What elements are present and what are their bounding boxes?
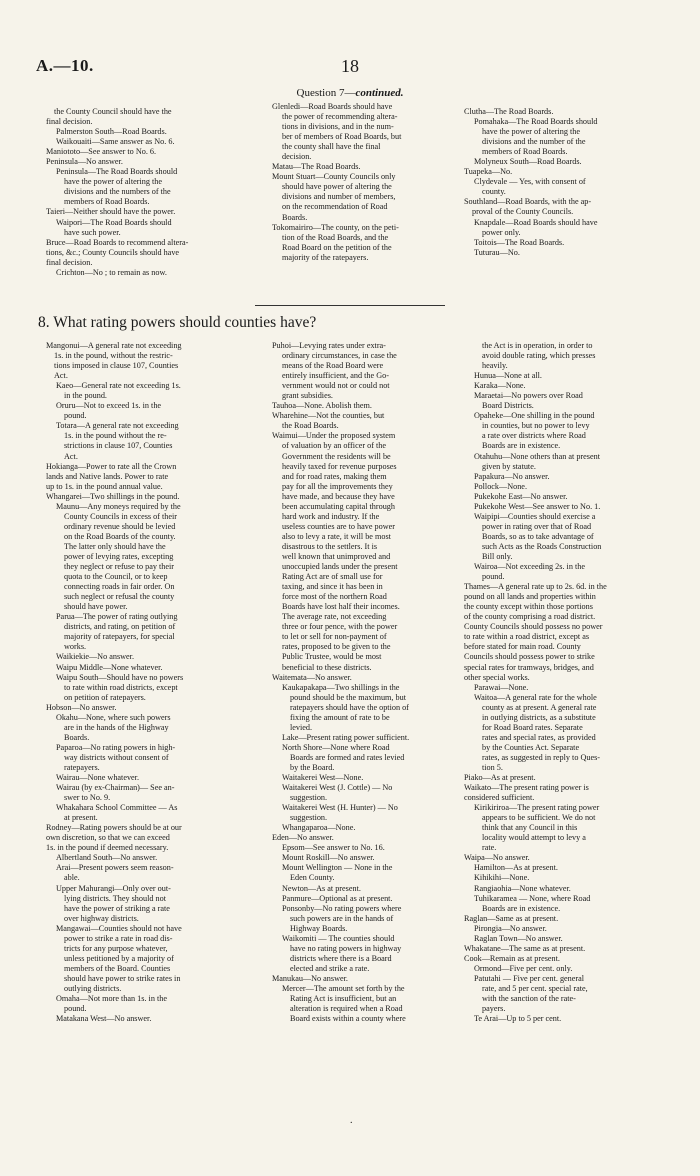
text-line: been accumulating capital through [282, 501, 395, 511]
text-line: Mercer—The amount set forth by the [282, 984, 405, 993]
text-line: at present. [64, 813, 98, 823]
text-line: Kihikihi—None. [474, 873, 530, 883]
text-line: Pomahaka—The Road Boards should [474, 117, 598, 127]
text-line: Tuturau—No. [474, 247, 520, 257]
text-line: rate, and 5 per cent. special rate, [482, 984, 588, 993]
text-line: up to 1s. in the pound annual value. [46, 481, 163, 491]
text-line: Albertland South—No answer. [56, 853, 158, 863]
text-line: divisions and number of members, [282, 192, 396, 202]
text-line: payers. [482, 1004, 506, 1014]
text-line: final decision. [46, 257, 93, 267]
text-line: by the Counties Act. Separate [482, 742, 580, 752]
question-8-heading: 8. What rating powers should counties have? [38, 314, 317, 331]
text-line: Wharehine—Not the counties, but [272, 411, 385, 421]
text-line: final decision. [46, 117, 93, 127]
text-line: Rodney—Rating powers should be at our [46, 823, 182, 833]
text-line: have the power of striking a rate [64, 903, 170, 913]
text-line: Oruru—Not to exceed 1s. in the [56, 401, 162, 411]
text-line: ordinary revenue should be levied [64, 521, 176, 531]
text-line: should have power to strike rates in [64, 973, 181, 983]
text-line: Waikomiti — The counties should [282, 933, 395, 943]
text-line: tions in divisions, and in the num- [282, 122, 394, 132]
text-line: members of Road Boards. [64, 197, 150, 207]
text-line: such Acts as the Roads Construction [482, 541, 602, 551]
text-line: divisions and the number of the [482, 137, 586, 147]
text-line: Act. [64, 451, 78, 461]
text-line: Clydevale — Yes, with consent of [474, 177, 586, 187]
text-line: Southland—Road Boards, with the ap- [464, 197, 592, 207]
text-line: Peninsula—No answer. [46, 157, 123, 167]
text-line: The average rate, not exceeding [282, 612, 387, 622]
text-line: of valuation by an officer of the [282, 441, 386, 451]
text-line: Panmure—Optional as at present. [282, 893, 393, 903]
text-line: tion of the Road Boards, and the [282, 232, 389, 242]
text-line: able. [64, 873, 80, 883]
text-line: Waipori—The Road Boards should [56, 217, 172, 227]
text-line: Matakana West—No answer. [56, 1014, 152, 1024]
text-line: Tokomairiro—The county, on the peti- [272, 222, 399, 232]
text-line: Knapdale—Road Boards should have [474, 217, 598, 227]
text-line: heavily. [482, 361, 508, 371]
text-line: Ormond—Five per cent. only. [474, 963, 573, 973]
text-line: fixing the amount of rate to be [290, 712, 390, 722]
text-line: Whakahara School Committee — As [56, 803, 178, 813]
text-line: connecting roads in fair order. On [64, 582, 175, 592]
text-line: Boards. [64, 732, 90, 742]
text-line: Rating Act are of small use for [282, 572, 383, 582]
text-line: Kirikiriroa—The present rating power [474, 803, 600, 813]
text-line: grant subsidies. [282, 391, 333, 401]
text-line: Maunu—Any moneys required by the [56, 501, 181, 511]
text-line: power of levying rates, excepting [64, 551, 174, 561]
text-line: members of Road Boards. [482, 147, 568, 157]
text-line: Public Trustee, would be most [282, 652, 382, 662]
text-line: Lake—Present rating power sufficient. [282, 732, 410, 742]
text-line: Rangiaohia—None whatever. [474, 883, 571, 893]
text-line: with the sanction of the rate- [482, 994, 576, 1004]
text-line: the County Council should have the [54, 107, 172, 116]
text-line: hard work and industry. If the [282, 511, 380, 521]
text-line: beneficial to these districts. [282, 662, 372, 672]
text-line: before stated for main road. County [464, 642, 581, 652]
text-line: rates and special rates, as provided [482, 732, 596, 742]
text-line: Eden County. [290, 873, 335, 883]
text-line: have made, and because they have [282, 491, 395, 501]
q8-column-1 [46, 341, 183, 1024]
text-line: majority of the ratepayers. [282, 252, 369, 262]
text-line: over highway districts. [64, 913, 139, 923]
text-line: tion 5. [482, 762, 503, 772]
q7-column-3 [464, 107, 597, 258]
text-line: Bruce—Road Boards to recommend altera- [46, 237, 189, 247]
text-line: Opaheke—One shilling in the pound [474, 411, 595, 421]
text-line: 1s. in the pound if deemed necessary. [46, 843, 169, 853]
text-line: Pirongia—No answer. [474, 923, 547, 933]
text-line: quota to the Council, or to keep [64, 572, 168, 582]
text-line: Board Districts. [482, 401, 534, 411]
text-line: Road Board on the petition of the [282, 242, 392, 252]
text-line: Parua—The power of rating outlying [56, 612, 178, 622]
text-line: Maraetai—No powers over Road [474, 391, 583, 401]
text-line: Raglan—Same as at present. [464, 913, 559, 923]
text-line: locality would attempt to levy a [482, 833, 586, 843]
text-line: useless counties are to have power [282, 521, 395, 531]
continued-heading [0, 87, 700, 99]
text-line: Tuhikaramea — None, where Road [474, 893, 591, 903]
text-line: in outlying districts, as a substitute [482, 712, 596, 722]
text-line: power only. [482, 227, 521, 237]
text-line: Otahuhu—None others than at present [474, 451, 600, 461]
text-line: Wairau (by ex-Chairman)— See an- [56, 783, 175, 793]
text-line: tricts for any purpose whatever, [64, 943, 168, 953]
text-line: Hobson—No answer. [46, 702, 117, 712]
text-line: Hamilton—As at present. [474, 863, 558, 873]
text-line: Tauhoa—None. Abolish them. [272, 401, 372, 411]
text-line: Upper Mahurangi—Only over out- [56, 883, 171, 893]
text-line: Kaeo—General rate not exceeding 1s. [56, 381, 181, 391]
text-line: 1s. in the pound without the re- [64, 431, 167, 441]
text-line: pound. [482, 572, 505, 582]
text-line: well known that unimproved and [282, 551, 391, 561]
text-line: rates, proposed to be given to the [282, 642, 391, 652]
text-line: power in rating over that of Road [482, 521, 592, 531]
text-line: Mangonui—A general rate not exceeding [46, 341, 182, 350]
text-line: on the Road Boards of the county. [64, 531, 176, 541]
text-line: lands and Native lands. Power to rate [46, 471, 169, 481]
text-line: Patutahi — Five per cent. general [474, 973, 585, 983]
text-line: have the power of altering the [482, 127, 580, 137]
text-line: strictions in clause 107, Counties [64, 441, 173, 451]
text-line: special rates for tramways, bridges, and [464, 662, 594, 672]
text-line: County Councils in excess of their [64, 511, 178, 521]
text-line: ratepayers. [64, 762, 100, 772]
text-line: taxing, and since it has been in [282, 582, 383, 592]
text-line: Boards are in existence. [482, 903, 561, 913]
text-line: Maniototo—See answer to No. 6. [46, 147, 157, 157]
text-line: swer to No. 9. [64, 793, 111, 803]
text-line: Ponsonby—No rating powers where [282, 903, 402, 913]
q7-column-1 [46, 107, 188, 278]
text-line: Boards, so as to take advantage of [482, 531, 594, 541]
text-line: three or four pence, with the power [282, 622, 398, 632]
text-line: Waitoa—A general rate for the whole [474, 692, 597, 702]
text-line: Mount Stuart—County Councils only [272, 172, 396, 182]
text-line: Highway Boards. [290, 923, 348, 933]
text-line: Wairau—None whatever. [56, 773, 140, 783]
text-line: Boards are formed and rates levied [290, 752, 405, 762]
text-line: vernment would not or could not [282, 381, 390, 391]
text-line: majority of ratepayers, for special [64, 632, 175, 642]
text-line: levied. [290, 722, 313, 732]
text-line: they neglect or refuse to pay their [64, 562, 175, 572]
text-line: Waipa—No answer. [464, 853, 530, 863]
text-line: Raglan Town—No answer. [474, 933, 563, 943]
text-line: Councils should possess power to strike [464, 652, 595, 662]
text-line: for Road Board rates. Separate [482, 722, 583, 732]
text-line: ber of members of Road Boards, but [282, 132, 402, 142]
text-line: power to strike a rate in road dis- [64, 933, 173, 943]
text-line: are in the hands of the Highway [64, 722, 169, 732]
text-line: to let or sell for non-payment of [282, 632, 387, 642]
text-line: North Shore—None where Road [282, 742, 390, 752]
text-line: should have power of altering the [282, 182, 392, 192]
text-line: unoccupied lands under the present [282, 562, 398, 572]
text-line: 1s. in the pound, without the restric- [54, 351, 173, 361]
text-line: Papakura—No answer. [474, 471, 550, 481]
text-line: Mount Wellington — None in the [282, 863, 393, 873]
text-line: Omaha—Not more than 1s. in the [56, 994, 167, 1004]
text-line: Government the residents will be [282, 451, 391, 461]
q7-column-2 [272, 102, 401, 263]
text-line: the power of recommending altera- [282, 112, 398, 122]
text-line: avoid double rating, which presses [482, 351, 596, 361]
text-line: on the recommendation of Road [282, 202, 388, 212]
text-line: tions imposed in clause 107, Counties [54, 361, 179, 371]
text-line: county as at present. A general rate [482, 702, 597, 712]
text-line: Parawai—None. [474, 682, 529, 692]
text-line: Bill only. [482, 551, 513, 561]
continued-label: Question 7— [296, 87, 356, 99]
text-line: considered sufficient. [464, 793, 535, 803]
text-line: and for road rates, making them [282, 471, 387, 481]
text-line: Rating Act is insufficient, but an [290, 994, 397, 1004]
text-line: way districts without consent of [64, 752, 169, 762]
report-code: A.—10. [36, 56, 94, 75]
text-line: Waikiekie—No answer. [56, 652, 135, 662]
text-line: Glenledi—Road Boards should have [272, 102, 393, 111]
text-line: Crichton—No ; to remain as now. [56, 267, 167, 277]
text-line: lying districts. They should not [64, 893, 166, 903]
text-line: Mount Roskill—No answer. [282, 853, 375, 863]
text-line: Epsom—See answer to No. 16. [282, 843, 385, 853]
text-line: Hunua—None at all. [474, 371, 542, 381]
text-line: Pollock—None. [474, 481, 527, 491]
text-line: means of the Road Board were [282, 361, 384, 371]
text-line: unless petitioned by a majority of [64, 953, 174, 963]
text-line: Waitakerei West (H. Hunter) — No [282, 803, 398, 813]
text-line: think that any Council in this [482, 823, 578, 833]
text-line: in counties, but no power to levy [482, 421, 590, 431]
text-line: of the county comprising a road district. [464, 612, 596, 622]
text-line: members of the Board. Counties [64, 963, 171, 973]
text-line: Arai—Present powers seem reason- [56, 863, 174, 873]
text-line: Waikouaiti—Same answer as No. 6. [56, 137, 175, 147]
text-line: districts, and rating, on petition of [64, 622, 176, 632]
continued-suffix: continued. [355, 87, 404, 99]
text-line: county. [482, 187, 506, 197]
text-line: such powers are in the hands of [290, 913, 394, 923]
text-line: Board exists within a county where [290, 1014, 406, 1024]
text-line: divisions and the numbers of the [64, 187, 171, 197]
text-line: Waitakerei West—None. [282, 773, 364, 783]
text-line: alteration is required when a Road [290, 1004, 403, 1014]
text-line: Manukau—No answer. [272, 973, 348, 983]
text-line: pound. [64, 1004, 87, 1014]
text-line: Mangawai—Counties should not have [56, 923, 182, 933]
text-line: Whangaparoa—None. [282, 823, 356, 833]
text-line: Hokianga—Power to rate all the Crown [46, 461, 177, 471]
q8-column-2 [272, 341, 409, 1024]
text-line: the county shall have the final [282, 142, 381, 152]
text-line: districts where there is a Board [290, 953, 392, 963]
text-line: the county except within those portions [464, 602, 593, 612]
text-line: Whangarei—Two shillings in the pound. [46, 491, 180, 501]
text-line: Waikato—The present rating power is [464, 783, 589, 793]
text-line: disastrous to the settlers. It is [282, 541, 378, 551]
text-line: other special works. [464, 672, 530, 682]
text-line: pound on all lands and properties within [464, 592, 596, 602]
text-line: Boards have lost half their incomes. [282, 602, 400, 612]
text-line: in the pound. [64, 391, 107, 401]
text-line: also to levy a rate, it will be most [282, 531, 391, 541]
text-line: the Road Boards. [282, 421, 339, 431]
text-line: Tuapeka—No. [464, 167, 513, 177]
text-line: rate. [482, 843, 497, 853]
text-line: pound should be the maximum, but [290, 692, 406, 702]
text-line: force most of the northern Road [282, 592, 387, 602]
text-line: Waimui—Under the proposed system [272, 431, 396, 441]
text-line: outlying districts. [64, 984, 122, 993]
text-line: elected and strike a rate. [290, 963, 370, 973]
text-line: Waitakerei West (J. Cottle) — No [282, 783, 393, 793]
text-line: Waipu Middle—None whatever. [56, 662, 163, 672]
text-line: The latter only should have the [64, 541, 166, 551]
text-line: Toitois—The Road Boards. [474, 237, 565, 247]
text-line: Matau—The Road Boards. [272, 162, 361, 172]
text-line: pay for all the improvements they [282, 481, 393, 491]
text-line: Paparoa—No rating powers in high- [56, 742, 176, 752]
text-line: Te Arai—Up to 5 per cent. [474, 1014, 562, 1024]
text-line: Clutha—The Road Boards. [464, 107, 554, 116]
text-line: Okahu—None, where such powers [56, 712, 171, 722]
text-line: Eden—No answer. [272, 833, 334, 843]
text-line: the Act is in operation, in order to [482, 341, 593, 350]
text-line: a rate over districts where Road [482, 431, 586, 441]
text-line: works. [64, 642, 87, 652]
text-line: Whakatane—The same as at present. [464, 943, 586, 953]
text-line: Karaka—None. [474, 381, 526, 391]
text-line: Peninsula—The Road Boards should [56, 167, 178, 177]
text-line: County Councils should possess no power [464, 622, 603, 632]
text-line: have such power. [64, 227, 121, 237]
text-line: proval of the County Councils. [472, 207, 574, 217]
text-line: Newton—As at present. [282, 883, 361, 893]
text-line: ratepayers should have the option of [290, 702, 409, 712]
text-line: Piako—As at present. [464, 773, 536, 783]
text-line: Cook—Remain as at present. [464, 953, 560, 963]
text-line: Act. [54, 371, 68, 381]
text-line: have no rating powers in highway [290, 943, 402, 953]
text-line: Kaukapakapa—Two shillings in the [282, 682, 400, 692]
text-line: to rate within road districts, except [64, 682, 178, 692]
text-line: own discretion, so that we can exceed [46, 833, 170, 843]
text-line: should have power. [64, 602, 128, 612]
text-line: Waipu South—Should have no powers [56, 672, 184, 682]
text-line: suggestion. [290, 813, 328, 823]
text-line: such neglect or refusal the county [64, 592, 175, 602]
text-line: Taieri—Neither should have the power. [46, 207, 176, 217]
text-line: rates, as suggested in reply to Ques- [482, 752, 601, 762]
text-line: decision. [282, 152, 312, 162]
page-number: 18 [341, 56, 359, 76]
text-line: pound. [64, 411, 87, 421]
text-line: Thames—A general rate up to 2s. 6d. in the [464, 582, 607, 592]
text-line: given by statute. [482, 461, 536, 471]
text-line: Boards. [282, 212, 308, 222]
text-line: Boards are in existence. [482, 441, 561, 451]
text-line: by the Board. [290, 762, 335, 772]
section-divider [255, 305, 445, 306]
text-line: appears to be sufficient. We do not [482, 813, 596, 823]
text-line: Pukekohe East—No answer. [474, 491, 568, 501]
text-line: heavily taxed for revenue purposes [282, 461, 397, 471]
text-line: on petition of ratepayers. [64, 692, 146, 702]
text-line: Waitemata—No answer. [272, 672, 352, 682]
text-line: Palmerston South—Road Boards. [56, 127, 167, 137]
footer-mark: . [350, 1115, 353, 1126]
text-line: suggestion. [290, 793, 328, 803]
text-line: Pukekohe West—See answer to No. 1. [474, 501, 601, 511]
text-line: Wairoa—Not exceeding 2s. in the [474, 562, 585, 572]
text-line: Waipipi—Counties should exercise a [474, 511, 596, 521]
text-line: Puhoi—Levying rates under extra- [272, 341, 386, 350]
text-line: to rate within a road district, except as [464, 632, 590, 642]
text-line: have the power of altering the [64, 177, 162, 187]
text-line: ordinary circumstances, in case the [282, 351, 397, 361]
text-line: tions, &c.; County Councils should have [46, 247, 180, 257]
text-line: Molyneux South—Road Boards. [474, 157, 582, 167]
text-line: entirely insufficient, and the Go- [282, 371, 389, 381]
text-line: Totara—A general rate not exceeding [56, 421, 179, 431]
q8-column-3 [464, 341, 607, 1024]
